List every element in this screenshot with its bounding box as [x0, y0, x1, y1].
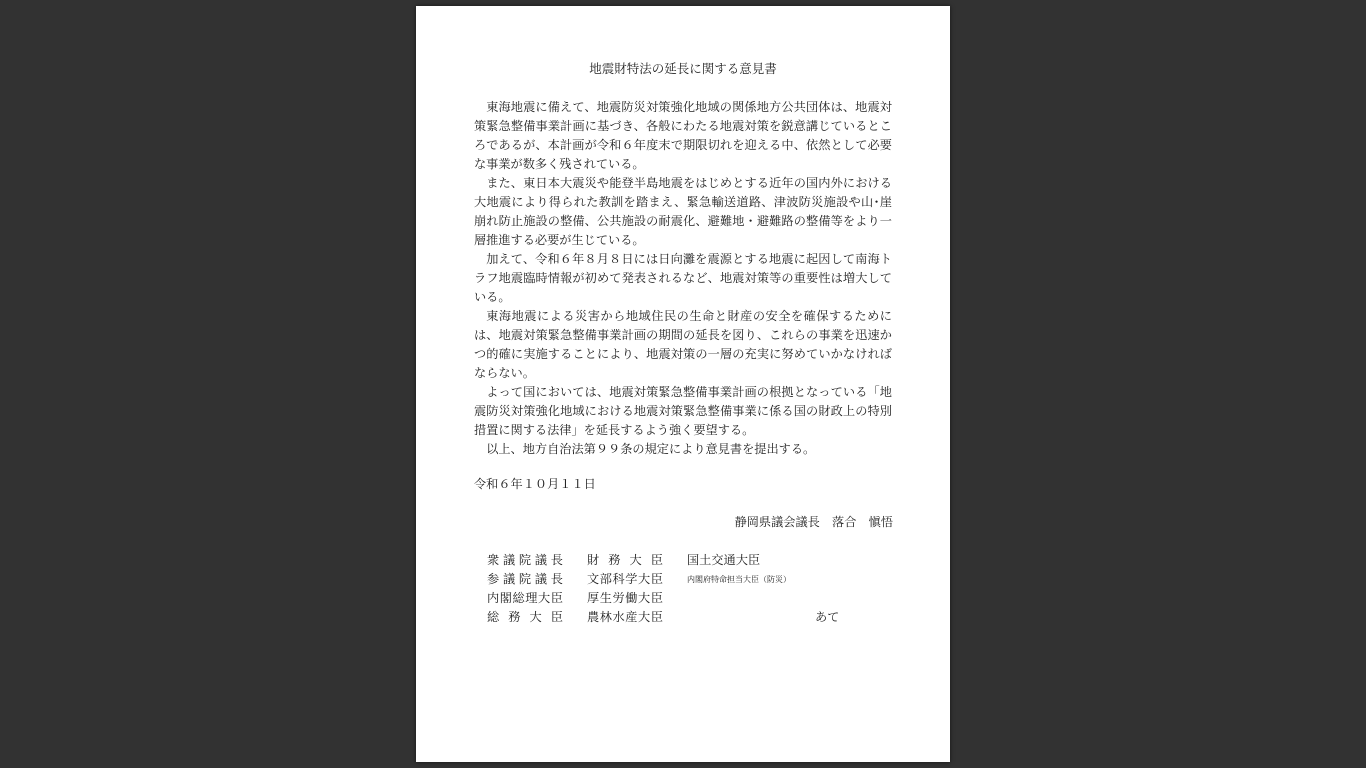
- addressee: 厚生労働大臣: [587, 591, 663, 605]
- body-paragraph: また、東日本大震災や能登半島地震をはじめとする近年の国内外における大地震により得られた教訓を踏まえ、緊急輸送道路、津波防災施設や山･崖崩れ防止施設の整備、公共施設の耐震化、避難地・避難路の整備等をより一層推進する必要が生じている。: [474, 176, 892, 247]
- document-date: 令和６年１０月１１日: [474, 477, 596, 491]
- body-paragraph: 加えて、令和６年８月８日には日向灘を震源とする地震に起因して南海トラフ地震臨時情報が初めて発表されるなど、地震対策等の重要性は増大している。: [474, 252, 892, 304]
- addressee: 農林水産大臣: [587, 610, 663, 624]
- document-body: [474, 98, 892, 459]
- document-title: 地震財特法の延長に関する意見書: [589, 61, 777, 76]
- body-paragraph: 東海地震に備えて、地震防災対策強化地域の関係地方公共団体は、地震対策緊急整備事業計画に基づき、各般にわたる地震対策を鋭意講じているところであるが、本計画が令和６年度末で期限切れを迎える中、依然として必要な事業が数多く残されている。: [474, 100, 892, 171]
- addressee: 文部科学大臣: [587, 572, 663, 586]
- document-page: [416, 6, 950, 762]
- addressee: 衆議院議長: [487, 553, 563, 567]
- addressee: 財務大臣: [587, 553, 663, 567]
- addressee: 国土交通大臣: [687, 553, 761, 567]
- addressee: 内閣府特命担当大臣（防災）: [687, 575, 791, 584]
- body-paragraph: よって国においては、地震対策緊急整備事業計画の根拠となっている「地震防災対策強化地域における地震対策緊急整備事業に係る国の財政上の特別措置に関する法律」を延長するよう強く要望する。: [474, 385, 892, 437]
- addressee-column: [587, 551, 663, 627]
- addressee: 内閣総理大臣: [487, 591, 563, 605]
- addressee-suffix: あて: [815, 610, 840, 624]
- body-paragraph: 以上、地方自治法第９９条の規定により意見書を提出する。: [486, 442, 816, 456]
- body-paragraph: 東海地震による災害から地域住民の生命と財産の安全を確保するためには、地震対策緊急整備事業計画の期間の延長を図り、これらの事業を迅速かつ的確に実施することにより、地震対策の一層の充実に努めていかなければならない。: [474, 309, 892, 380]
- addressee-list: [487, 551, 887, 631]
- addressee: 総務大臣: [487, 610, 563, 624]
- document-sender: 静岡県議会議長 落合 愼悟: [734, 515, 893, 529]
- addressee: 参議院議長: [487, 572, 563, 586]
- addressee-column: [687, 551, 807, 589]
- addressee-column: [487, 551, 563, 627]
